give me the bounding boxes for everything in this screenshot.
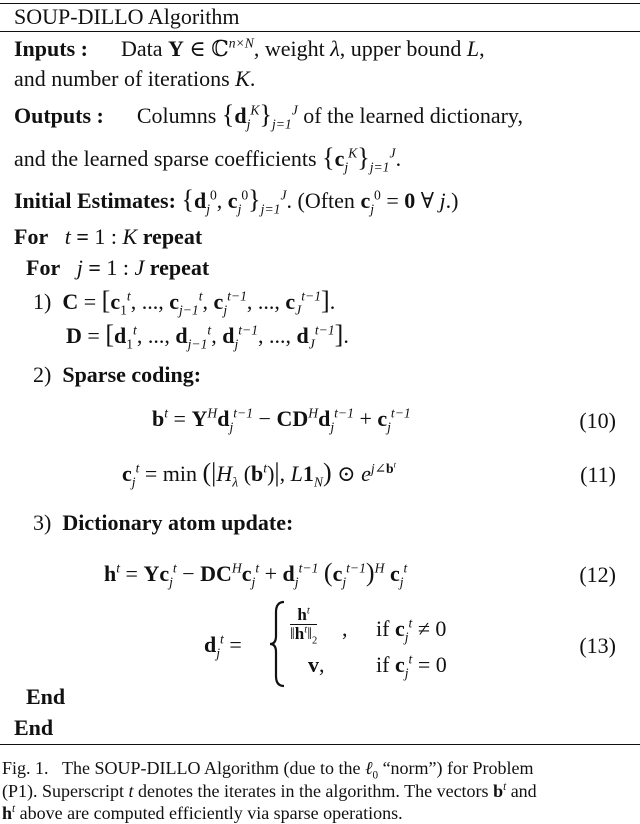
step3-line: [33, 510, 293, 536]
end-outer: End: [14, 715, 54, 740]
figure-caption-line-1: Fig. 1. The SOUP-DILLO Algorithm (due to the ℓ$_0$ “norm”) for Problem: [2, 758, 534, 782]
equation-11: $c_j^t = \min (|H_\lambda$ $(b^t)|$, $L1_N$) ⊙ $e^{j\angle b^t}$: [122, 458, 396, 490]
for-outer-line: For t = 1 : K repeat: [14, 224, 203, 249]
figure-caption-line-3-cut: $h^t$ above are computed efficiently via sparse operations.: [2, 803, 403, 823]
step2-label: Sparse coding:: [62, 362, 202, 387]
step2-line: [33, 362, 201, 388]
figure-caption-line-2: (P1). Superscript t denotes the iterates in the algorithm. The vectors $b^t$ and: [2, 781, 537, 801]
step3-number: 3): [33, 510, 52, 535]
equation-13-case2-cond: if $c_j^t = 0$: [376, 651, 447, 681]
outputs-line-1: Outputs : Columns $\{d_j^K\}_{j=1}^J$ of the learned dictionary,: [14, 100, 523, 132]
for-inner-line: For j = 1 : J repeat: [26, 255, 210, 280]
equation-10-number: (10): [579, 408, 616, 433]
equation-13-case2: v,: [308, 652, 325, 677]
algorithm-title: SOUP-DILLO Algorithm: [14, 4, 240, 29]
inputs-line-2: and number of iterations K.: [14, 66, 256, 91]
step2-number: 2): [33, 362, 52, 387]
equation-12: $h^t = Yc_j^t - DC^Hc_j^t + d_j^{t-1}$ $(c_j^{t-1})^H$ $c_j^t$: [104, 558, 408, 590]
step1-number: 1): [33, 289, 52, 314]
outputs-line-2: and the learned sparse coefficients $\{c_j^K\}_{j=1}^J$.: [14, 143, 402, 175]
initial-label: Initial Estimates:: [14, 188, 176, 213]
outputs-label: Outputs :: [14, 103, 104, 128]
equation-13-fraction: $h^t$ $‖h^t‖_2$: [290, 605, 318, 647]
title-rule: [0, 31, 640, 32]
equation-10: $b^t = Y^Hd_j^{t-1} - CD^Hd_j^{t-1} + c_j^{t-1}$: [152, 405, 411, 435]
step1-c-line: 1) $C = [c_1^t$, ..., $c_{j-1}^t$, $c_j^{t-1}$, ..., $c_J^{t-1}$].: [33, 286, 336, 318]
end-inner: End: [26, 684, 66, 709]
equation-12-number: (12): [579, 562, 616, 587]
equation-13-brace: [268, 600, 288, 688]
inputs-label: Inputs :: [14, 36, 88, 61]
equation-13-number: (13): [579, 633, 616, 658]
step1-d-line: $D = [d_1^t$, ..., $d_{j-1}^t$, $d_j^{t-1}$, ..., $d_J^{t-1}$].: [66, 320, 349, 352]
inputs-text-1: Data Y ∈ ℂ$^{n\times N}$, weight λ, upper bound L,: [120, 35, 485, 61]
equation-13-comma: ,: [342, 616, 348, 641]
inputs-line-1: [14, 36, 485, 62]
bottom-rule: [0, 744, 640, 745]
equation-11-number: (11): [580, 462, 616, 487]
step3-label: Dictionary atom update:: [62, 510, 294, 535]
initial-estimates-line: Initial Estimates: {$d_j^0$, $c_j^0\}_{j=1}^J$. (Often $c_j^0 = 0$ ∀ j.): [14, 185, 459, 217]
equation-13-lhs: $d_j^t$ =: [204, 631, 242, 661]
equation-13-case1-cond: if $c_j^t \ne 0$: [376, 615, 447, 645]
